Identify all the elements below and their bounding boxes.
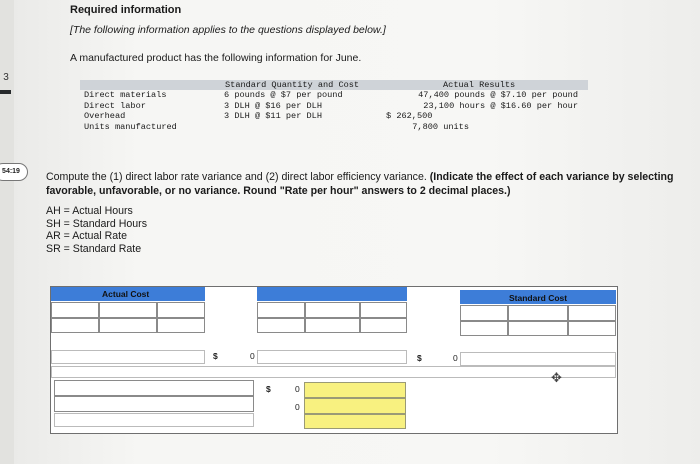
standard-cost-label: Standard Cost bbox=[509, 293, 568, 303]
move-cursor-icon: ✥ bbox=[551, 370, 562, 385]
ah-value-input-2[interactable] bbox=[257, 318, 305, 333]
instructions-bold: (Indicate the effect of each variance by selecting favorable, unfavorable, or no variance. Round "Rate per hour" answers to 2 decimal places.) bbox=[46, 171, 674, 197]
standard-value: 3 DLH @ $16 per DLH bbox=[224, 100, 322, 111]
rate-variance-dollar: $ bbox=[266, 384, 271, 394]
sr-value-input[interactable] bbox=[360, 318, 407, 333]
timer-badge: 54:19 bbox=[0, 163, 28, 181]
row-label: Units manufactured bbox=[84, 122, 177, 133]
question-number[interactable]: 3 bbox=[3, 72, 9, 83]
page-title: Required information bbox=[70, 4, 182, 16]
subnote: [The following information applies to the questions displayed below.] bbox=[70, 24, 386, 36]
actual-values bbox=[386, 90, 578, 133]
total-variance-label bbox=[54, 413, 254, 427]
middle-header-bar bbox=[257, 287, 407, 301]
instructions bbox=[46, 170, 700, 198]
sh-value-input[interactable] bbox=[460, 321, 508, 336]
operator-input-2[interactable] bbox=[305, 302, 360, 318]
definition: SH = Standard Hours bbox=[46, 217, 147, 230]
rate-variance-effect-select[interactable] bbox=[304, 382, 406, 398]
sr-input[interactable] bbox=[360, 302, 407, 318]
rate-variance-label-input[interactable] bbox=[54, 380, 254, 396]
operator-value-input-3[interactable] bbox=[508, 321, 568, 336]
efficiency-variance-label-input[interactable] bbox=[54, 396, 254, 412]
operator-input[interactable] bbox=[99, 302, 157, 318]
ah-input-2[interactable] bbox=[257, 302, 305, 318]
definition: AR = Actual Rate bbox=[46, 230, 127, 243]
question-indicator bbox=[0, 90, 11, 94]
row-label: Direct labor bbox=[84, 100, 146, 111]
actual-value: $ 262,500 bbox=[386, 111, 433, 122]
actual-cost-label: Actual Cost bbox=[102, 289, 150, 299]
operator-value-input-2[interactable] bbox=[305, 318, 360, 333]
definitions-list bbox=[46, 205, 147, 255]
actual-cost-dollar: $ bbox=[213, 351, 218, 361]
actual-value: 23,100 hours @ $16.60 per hour bbox=[423, 100, 578, 111]
intro-text: A manufactured product has the following information for June. bbox=[70, 52, 362, 64]
left-question-strip bbox=[0, 0, 14, 464]
standard-value: 6 pounds @ $7 per pound bbox=[224, 90, 343, 100]
info-row-labels bbox=[84, 90, 177, 133]
actual-cost-total: 0 bbox=[250, 351, 255, 361]
middle-total-row bbox=[257, 350, 407, 364]
divider-row bbox=[51, 366, 616, 378]
standard-header: Standard Quantity and Cost bbox=[225, 80, 360, 90]
standard-values bbox=[224, 90, 343, 122]
standard-cost-dollar: $ bbox=[417, 353, 422, 363]
row-label: Direct materials bbox=[84, 90, 167, 100]
definition: SR = Standard Rate bbox=[46, 242, 142, 255]
efficiency-variance-effect-select[interactable] bbox=[304, 398, 406, 414]
sr-value-input-2[interactable] bbox=[568, 321, 616, 336]
standard-cost-total: 0 bbox=[453, 353, 458, 363]
sh-input[interactable] bbox=[460, 305, 508, 321]
definition: AH = Actual Hours bbox=[46, 205, 133, 217]
standard-total-row bbox=[460, 352, 616, 366]
ar-value-input[interactable] bbox=[157, 318, 205, 333]
rate-variance-value: 0 bbox=[295, 384, 300, 394]
ah-input[interactable] bbox=[51, 302, 99, 318]
instructions-main: Compute the (1) direct labor rate variance and (2) direct labor efficiency variance. bbox=[46, 171, 427, 183]
total-variance-effect-select[interactable] bbox=[304, 414, 406, 429]
actual-value: 7,800 units bbox=[412, 122, 469, 133]
actual-value: 47,400 pounds @ $7.10 per pound bbox=[418, 90, 578, 100]
ah-value-input[interactable] bbox=[51, 318, 99, 333]
actual-cost-total-row bbox=[51, 350, 205, 364]
ar-input[interactable] bbox=[157, 302, 205, 318]
row-label: Overhead bbox=[84, 111, 126, 122]
operator-input-3[interactable] bbox=[508, 305, 568, 321]
actual-header: Actual Results bbox=[443, 80, 516, 90]
standard-value: 3 DLH @ $11 per DLH bbox=[224, 111, 322, 122]
efficiency-variance-value: 0 bbox=[295, 402, 300, 412]
operator-value-input[interactable] bbox=[99, 318, 157, 333]
sr-input-2[interactable] bbox=[568, 305, 616, 321]
